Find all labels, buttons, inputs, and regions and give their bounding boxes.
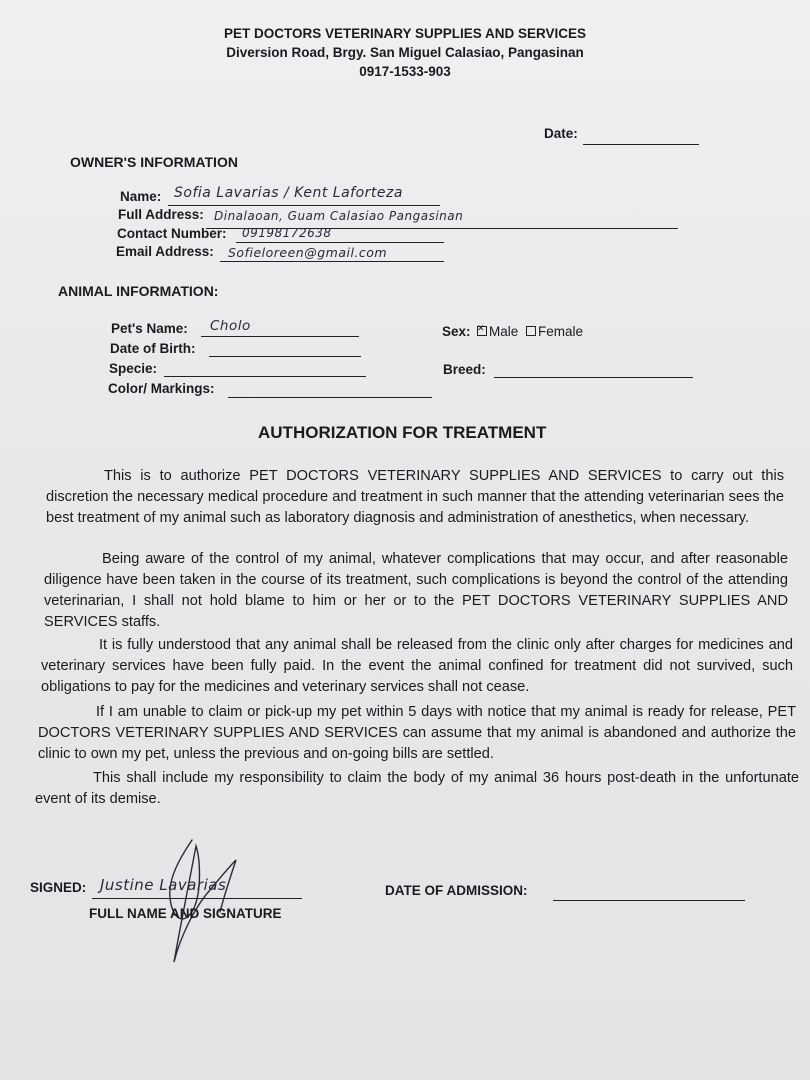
authorization-paragraph-2: Being aware of the control of my animal, whatever complications that may occur, and after reasonable diligence have been taken in the course of its treatment, such complications is beyond the control of the attending veterinarian, I shall not hold blame to him or her or to the PET DOCTORS VETERINARY SUPPLIES AND SERVICES staffs. xyxy=(44,551,788,630)
owner-section-title: OWNER'S INFORMATION xyxy=(70,154,238,170)
owner-address-label: Full Address: xyxy=(118,207,204,222)
authorization-paragraph-4: If I am unable to claim or pick-up my pet within 5 days with notice that my animal is ready for release, PET DOCTORS VETERINARY SUPPLIES AND SERVICES can assume that my animal is abandoned and authorize the clinic to own my pet, unless the previous and on-going bills are settled. xyxy=(38,704,796,762)
owner-contact-field[interactable] xyxy=(236,242,444,243)
authorization-title: AUTHORIZATION FOR TREATMENT xyxy=(258,423,547,442)
owner-email-label: Email Address: xyxy=(116,244,214,259)
authorization-paragraph-3: It is fully understood that any animal shall be released from the clinic only after charges for medicines and veterinary services have been fully paid. In the event the animal confined for treatment did not survived, such obligations to pay for the medicines and veterinary services shall not cease. xyxy=(41,637,793,695)
signed-name-value: Justine Lavarias xyxy=(100,876,227,894)
dob-field[interactable] xyxy=(209,356,361,357)
sex-male-label: Male xyxy=(489,324,519,339)
sex-female-label: Female xyxy=(538,324,584,339)
signature-scribble xyxy=(150,838,260,968)
color-markings-field[interactable] xyxy=(228,397,432,398)
dob-label: Date of Birth: xyxy=(110,341,196,356)
specie-label: Specie: xyxy=(109,361,158,376)
authorization-paragraph-5: This shall include my responsibility to claim the body of my animal 36 hours post-death in the unfortunate event of its demise. xyxy=(35,770,799,807)
business-name: PET DOCTORS VETERINARY SUPPLIES AND SERVICES xyxy=(223,26,587,41)
owner-name-field[interactable] xyxy=(168,205,440,206)
date-label: Date: xyxy=(544,126,578,141)
owner-contact-label: Contact Number: xyxy=(117,226,227,241)
owner-name-label: Name: xyxy=(120,189,162,204)
owner-contact-value: 09198172638 xyxy=(242,226,332,240)
signature-caption: FULL NAME AND SIGNATURE xyxy=(89,906,282,921)
owner-email-field[interactable] xyxy=(220,261,444,262)
sex-female-checkbox[interactable] xyxy=(526,326,536,336)
owner-address-value: Dinalaoan, Guam Calasiao Pangasinan xyxy=(214,209,464,223)
business-address: Diversion Road, Brgy. San Miguel Calasiao, Pangasinan xyxy=(226,45,584,60)
sex-label: Sex: xyxy=(442,324,471,339)
authorization-paragraph-1: This is to authorize PET DOCTORS VETERINARY SUPPLIES AND SERVICES to carry out this discretion the necessary medical procedure and treatment in such manner that the attending veterinarian sees the best treatment of my animal such as laboratory diagnosis and administration of anesthetics, when necessary. xyxy=(46,468,784,526)
sex-male-checkbox[interactable] xyxy=(477,326,487,336)
date-field[interactable] xyxy=(583,144,699,145)
pet-name-field[interactable] xyxy=(201,336,359,337)
date-of-admission-label: DATE OF ADMISSION: xyxy=(385,883,528,898)
color-markings-label: Color/ Markings: xyxy=(108,381,215,396)
owner-name-value: Sofia Lavarias / Kent Laforteza xyxy=(174,185,403,201)
pet-name-value: Cholo xyxy=(210,318,251,334)
pet-name-label: Pet's Name: xyxy=(111,321,188,336)
specie-field[interactable] xyxy=(164,376,366,377)
breed-field[interactable] xyxy=(494,377,693,378)
owner-email-value: Sofieloreen@gmail.com xyxy=(228,245,388,260)
sex-options xyxy=(477,324,583,339)
business-phone: 0917-1533-903 xyxy=(359,64,451,79)
animal-section-title: ANIMAL INFORMATION: xyxy=(58,283,219,299)
date-of-admission-field[interactable] xyxy=(553,900,745,901)
breed-label: Breed: xyxy=(443,362,486,377)
signed-label: SIGNED: xyxy=(30,880,87,895)
